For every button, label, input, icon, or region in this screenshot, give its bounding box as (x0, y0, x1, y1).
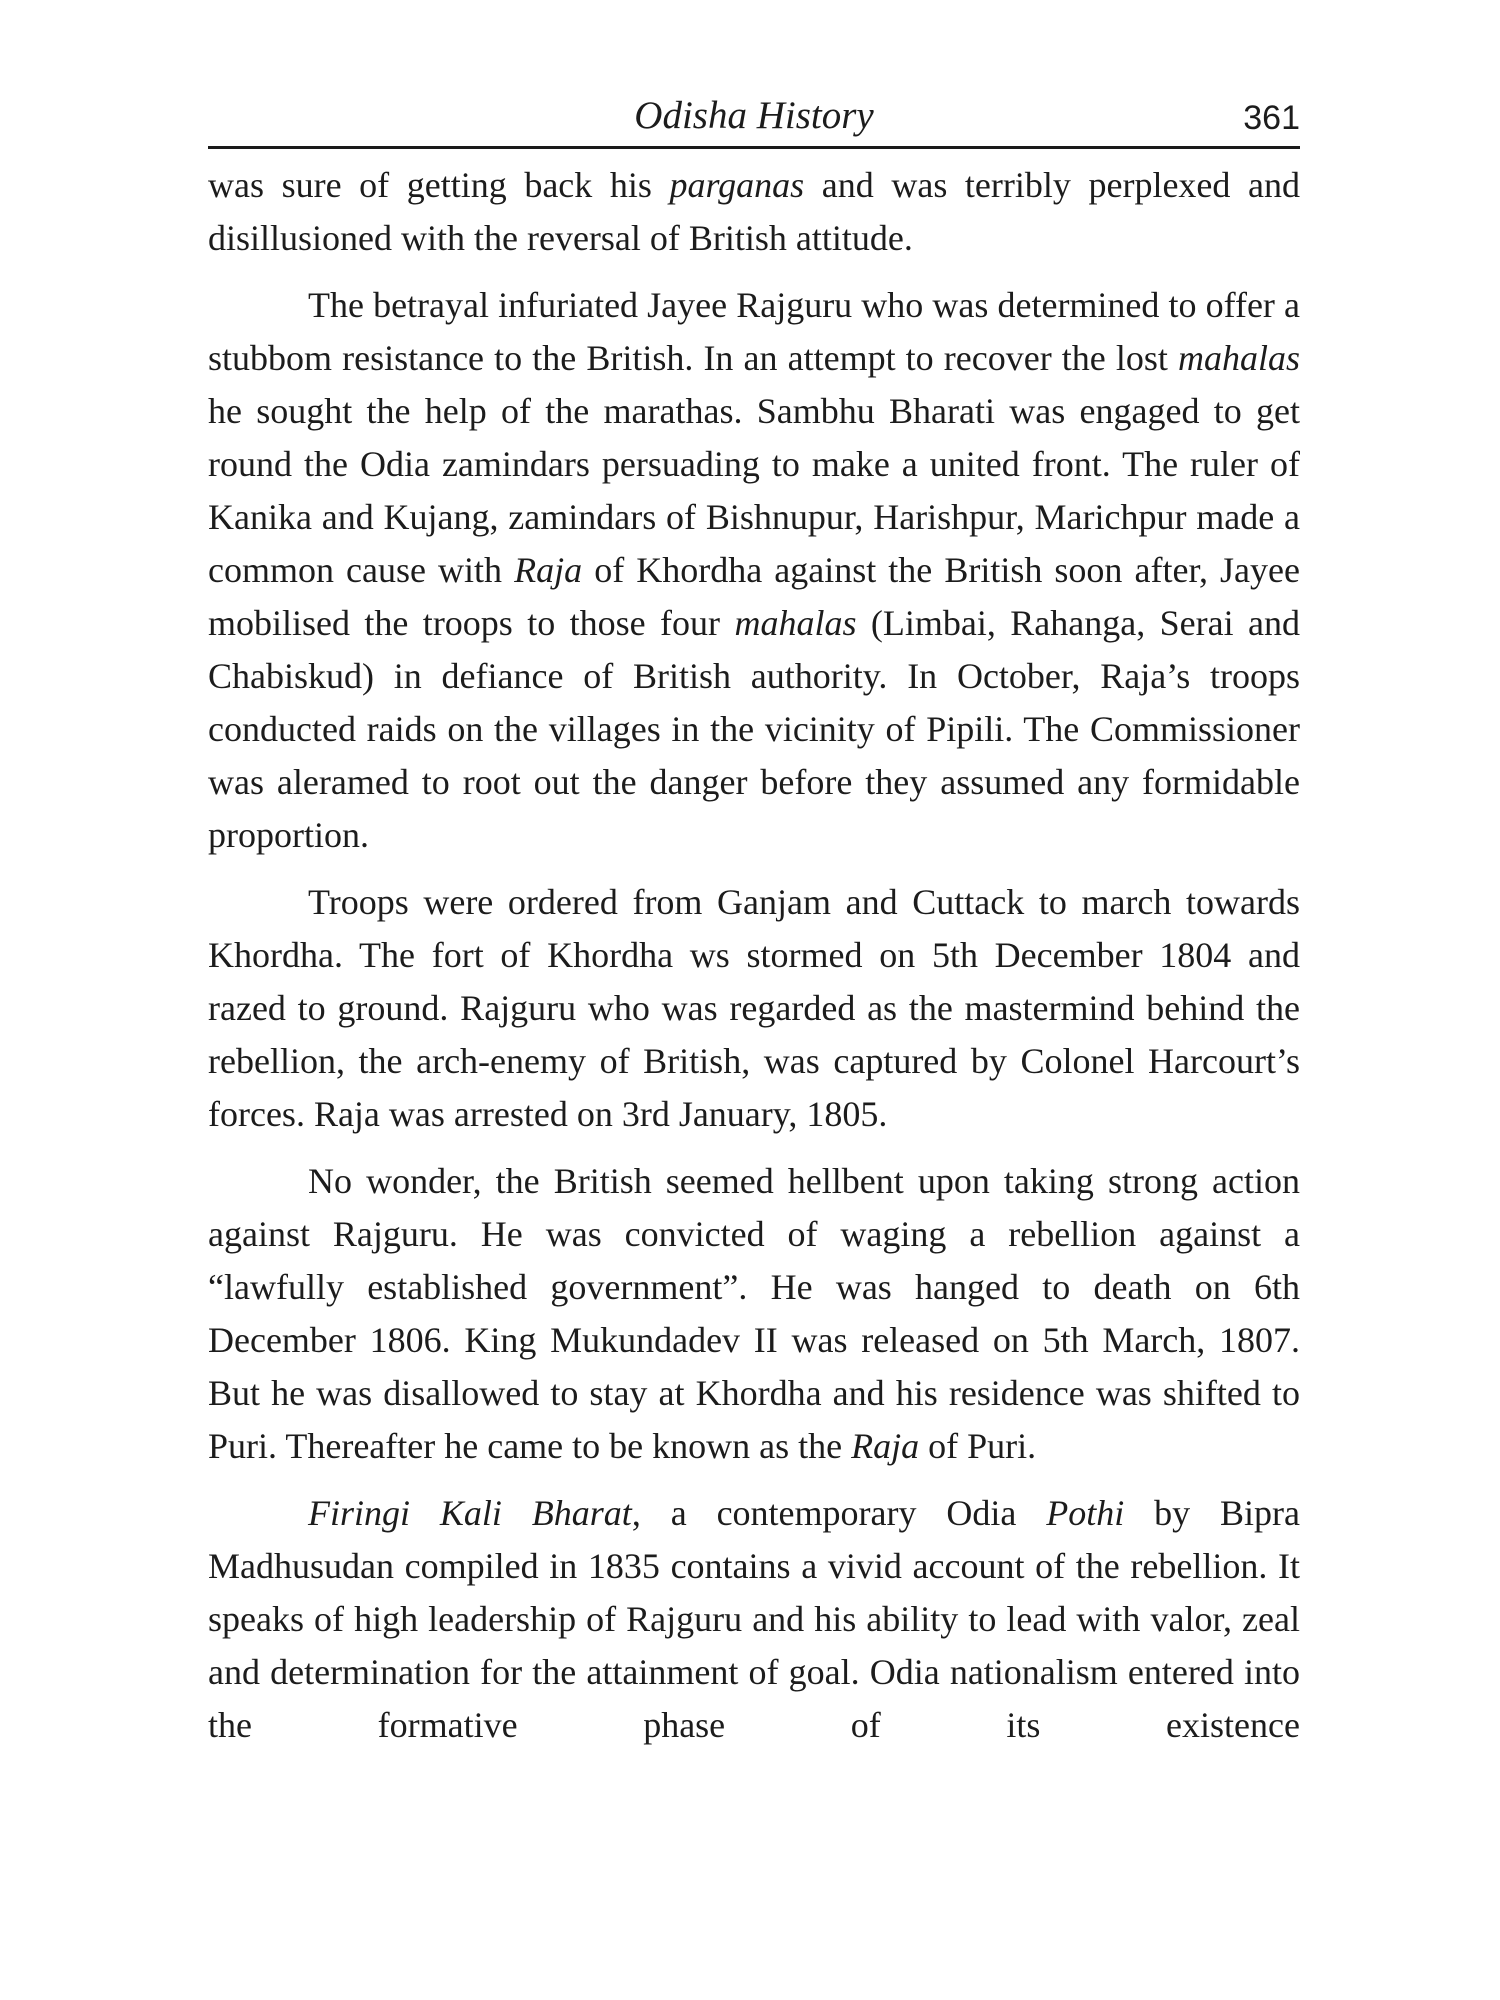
italic-term: Firingi Kali Bharat (308, 1493, 632, 1533)
text-run: of Puri. (919, 1426, 1037, 1466)
text-run: (Limbai, Rahanga, Serai and Chabiskud) in defiance of British authority. In October, Raja’s troops conducted raids on the villages in the vicinity of Pipili. The Commissioner was aleramed to root out the danger before they assumed any formidable proportion. (208, 603, 1300, 855)
italic-term: Pothi (1046, 1493, 1125, 1533)
header-rule (208, 146, 1300, 149)
text-run: he sought the help of the marathas. Sambhu Bharati was engaged to get round the Odia zamindars persuading to make a united front. The ruler of Kanika and Kujang, zamindars of Bishnupur, Harishpur, Marichpur made a common cause with (208, 391, 1300, 590)
italic-term: mahalas (734, 603, 857, 643)
italic-term: Raja (514, 550, 583, 590)
text-run: and was terribly perplexed and disillusioned with the reversal of British attitude. (208, 165, 1300, 258)
paragraph (208, 1487, 1300, 1752)
text-run: of Khordha against the British soon after, Jayee mobilised the troops to those four (208, 550, 1300, 643)
paragraph (208, 159, 1300, 265)
italic-term: Raja (851, 1426, 920, 1466)
text-run: The betrayal infuriated Jayee Rajguru who was determined to offer a stubbom resistance to the British. In an attempt to recover the lost (208, 285, 1300, 378)
body-text (208, 159, 1300, 1752)
text-run: , a contemporary Odia (631, 1493, 1047, 1533)
paragraph (208, 876, 1300, 1141)
italic-term: parganas (669, 165, 805, 205)
paragraph (208, 1155, 1300, 1473)
text-run: was sure of getting back his (208, 165, 670, 205)
running-title: Odisha History (634, 94, 874, 137)
book-page (208, 90, 1300, 1752)
page-header (208, 90, 1300, 146)
italic-term: mahalas (1177, 338, 1300, 378)
paragraph (208, 279, 1300, 862)
text-run: by Bipra Madhusudan compiled in 1835 contains a vivid account of the rebellion. It speaks of high leadership of Rajguru and his ability to lead with valor, zeal and determination for the attainment of goal. Odia nationalism entered into the formative phase of its existence (208, 1493, 1301, 1745)
text-run: Troops were ordered from Ganjam and Cuttack to march towards Khordha. The fort of Khordha ws stormed on 5th December 1804 and razed to ground. Rajguru who was regarded as the mastermind behind the rebellion, the arch-enemy of British, was captured by Colonel Harcourt’s forces. Raja was arrested on 3rd January, 1805. (208, 882, 1300, 1134)
page-number: 361 (1243, 99, 1300, 137)
text-run: No wonder, the British seemed hellbent upon taking strong action against Rajguru. He was convicted of waging a rebellion against a “lawfully established government”. He was hanged to death on 6th December 1806. King Mukundadev II was released on 5th March, 1807. But he was disallowed to stay at Khordha and his residence was shifted to Puri. Thereafter he came to be known as the (208, 1161, 1300, 1466)
